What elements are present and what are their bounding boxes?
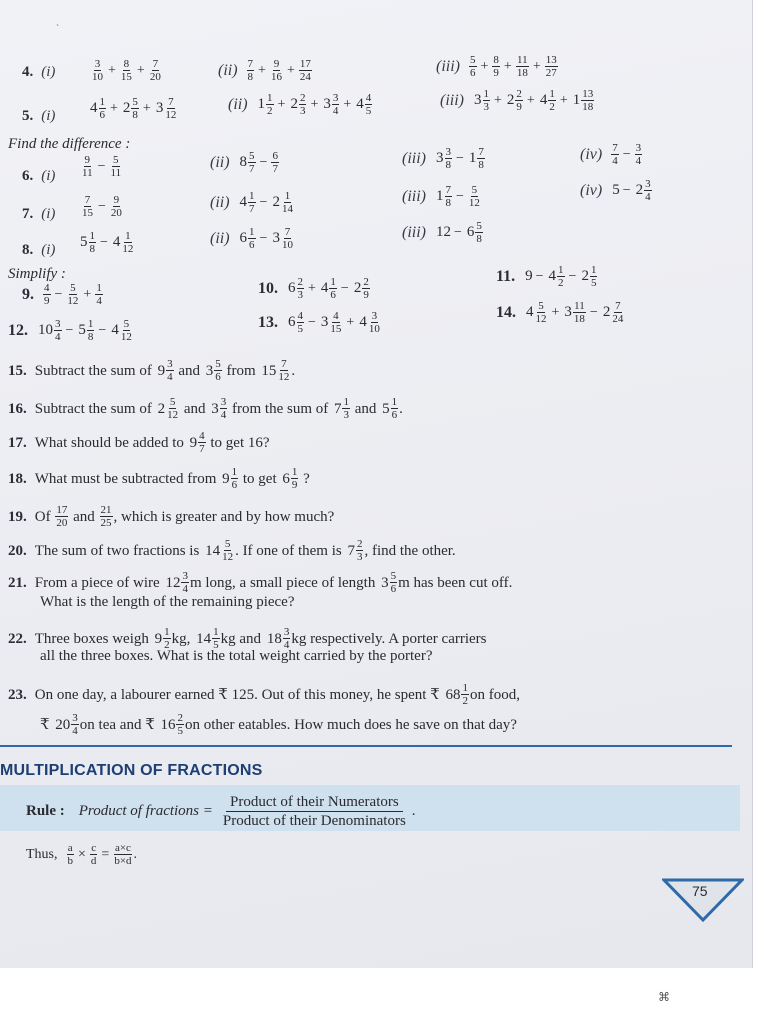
q6-ii-expr: (ii) 8 5 7 − $\frac{6}{7}$ <box>210 150 278 175</box>
question-23-line2: ₹ 20 3 4 on tea and ₹ 16 2 5 on other eatables. How much does he save on that day? <box>40 712 517 737</box>
question-21-line2: What is the length of the remaining piece? <box>40 594 295 610</box>
simplify-heading: Simplify : <box>8 266 66 282</box>
question-14: 14. 4 5 12 + 3 11 18 − 2 7 24 <box>496 300 624 325</box>
question-23: 23. On one day, a labourer earned ₹ 125. Out of this money, he spent ₹ 68 1 2 on food, <box>8 682 520 707</box>
rule-text: Product of fractions = <box>78 803 213 819</box>
q6-iv-expr: (iv) 7 4 − $\frac{3}{4}$ <box>580 142 642 167</box>
question-12: 12. 10 3 4 − 5 1 8 − 4 5 12 <box>8 318 132 343</box>
q5-ii-expr: (ii) 1 1 2 + 2 2 3 + 3 3 4 + 4 4 5 <box>228 92 372 117</box>
question-19: 19. Of 17 20 and 21 25 , which is greater and by how much? <box>8 504 335 529</box>
q5-i-expr: 4 1 6 + 2 5 8 + 3 7 12 <box>90 96 177 121</box>
thus-formula: Thus, $\frac{a}{b}$ × $\frac{c}{d}$ = $\frac{a\times c}{b\times d}$ . <box>26 842 138 867</box>
question-11: 11. 9 − 4 1 2 − 2 1 5 <box>496 264 597 289</box>
question-17: 17. What should be added to 9 4 7 to get 16? <box>8 430 270 455</box>
question-15: 15. Subtract the sum of 9 3 4 and 3 5 6 from 15 7 12 . <box>8 358 296 383</box>
q6-i-expr: 9 11 − $\frac{5}{11}$ <box>82 154 122 179</box>
q8-iii-expr: (iii) 12 − 6 5 8 <box>402 220 482 245</box>
rule-box: Rule : Product of fractions = Product of their Numerators Product of their Denominators . <box>0 785 740 831</box>
pen-mark: ` <box>56 24 60 35</box>
question-10: 10. 6 2 3 + 4 1 6 − 2 2 9 <box>258 276 369 301</box>
q6-iii-expr: (iii) 3 3 8 − 1 7 8 <box>402 146 484 171</box>
question-22: 22. Three boxes weigh 9 1 2 kg, 14 1 5 kg and 18 3 4 kg respectively. A porter carriers <box>8 626 487 651</box>
question-16: 16. Subtract the sum of 2 5 12 and 3 3 4 from the sum of 7 1 3 and 5 1 6 . <box>8 396 403 421</box>
question-7: 7. (i) <box>22 206 56 222</box>
rule-label: Rule : <box>26 803 65 819</box>
question-6: 6. (i) <box>22 168 56 184</box>
question-22-line2: all the three boxes. What is the total weight carried by the porter? <box>40 648 433 664</box>
page-number: 75 <box>692 883 708 899</box>
question-5: 5. (i) <box>22 108 56 124</box>
question-4: 4. (i) <box>22 64 56 80</box>
section-title: MULTIPLICATION OF FRACTIONS <box>0 762 263 779</box>
question-21: 21. From a piece of wire 12 3 4 m long, a small piece of length 3 5 6 m has been cut off. <box>8 570 513 595</box>
question-18: 18. What must be subtracted from 9 1 6 to get 6 1 9 ? <box>8 466 310 491</box>
q4-i-expr: 3 10 + $\frac{8}{15}$ + $\frac{7}{20}$ <box>92 58 161 83</box>
question-9: 9. 4 9 − $\frac{5}{12}$ + $\frac{1}{4}$ <box>22 282 102 307</box>
q4-iii-expr: (iii) 5 6 + $\frac{8}{9}$ + $\frac{11}{18}$ + $\frac{13}{27}$ <box>436 54 557 79</box>
scan-icon: ⌘ <box>658 990 670 1004</box>
find-difference-heading: Find the difference : <box>8 136 131 152</box>
q7-i-expr: 7 15 − $\frac{9}{20}$ <box>82 194 122 219</box>
page-number-badge <box>662 878 744 927</box>
rule-fraction: Product of their Numerators Product of their Denominators <box>222 794 406 829</box>
q8-ii-expr: (ii) 6 1 6 − 3 7 10 <box>210 226 293 251</box>
question-13: 13. 6 4 5 − 3 4 15 + 4 3 10 <box>258 310 380 335</box>
q7-ii-expr: (ii) 4 1 7 − 2 1 14 <box>210 190 293 215</box>
q4-ii-expr: (ii) 7 8 + $\frac{9}{16}$ + $\frac{17}{24}$ <box>218 58 311 83</box>
q7-iii-expr: (iii) 1 7 8 − $\frac{5}{12}$ <box>402 184 480 209</box>
question-8: 8. (i) <box>22 242 56 258</box>
question-20: 20. The sum of two fractions is 14 5 12 . If one of them is 7 2 3 , find the other. <box>8 538 456 563</box>
q5-iii-expr: (iii) 3 1 3 + 2 2 9 + 4 1 2 + 1 13 18 <box>440 88 594 113</box>
q8-i-expr: 5 1 8 − 4 1 12 <box>80 230 134 255</box>
q7-iv-expr: (iv) 5 − 2 3 4 <box>580 178 651 203</box>
section-divider <box>0 745 732 747</box>
